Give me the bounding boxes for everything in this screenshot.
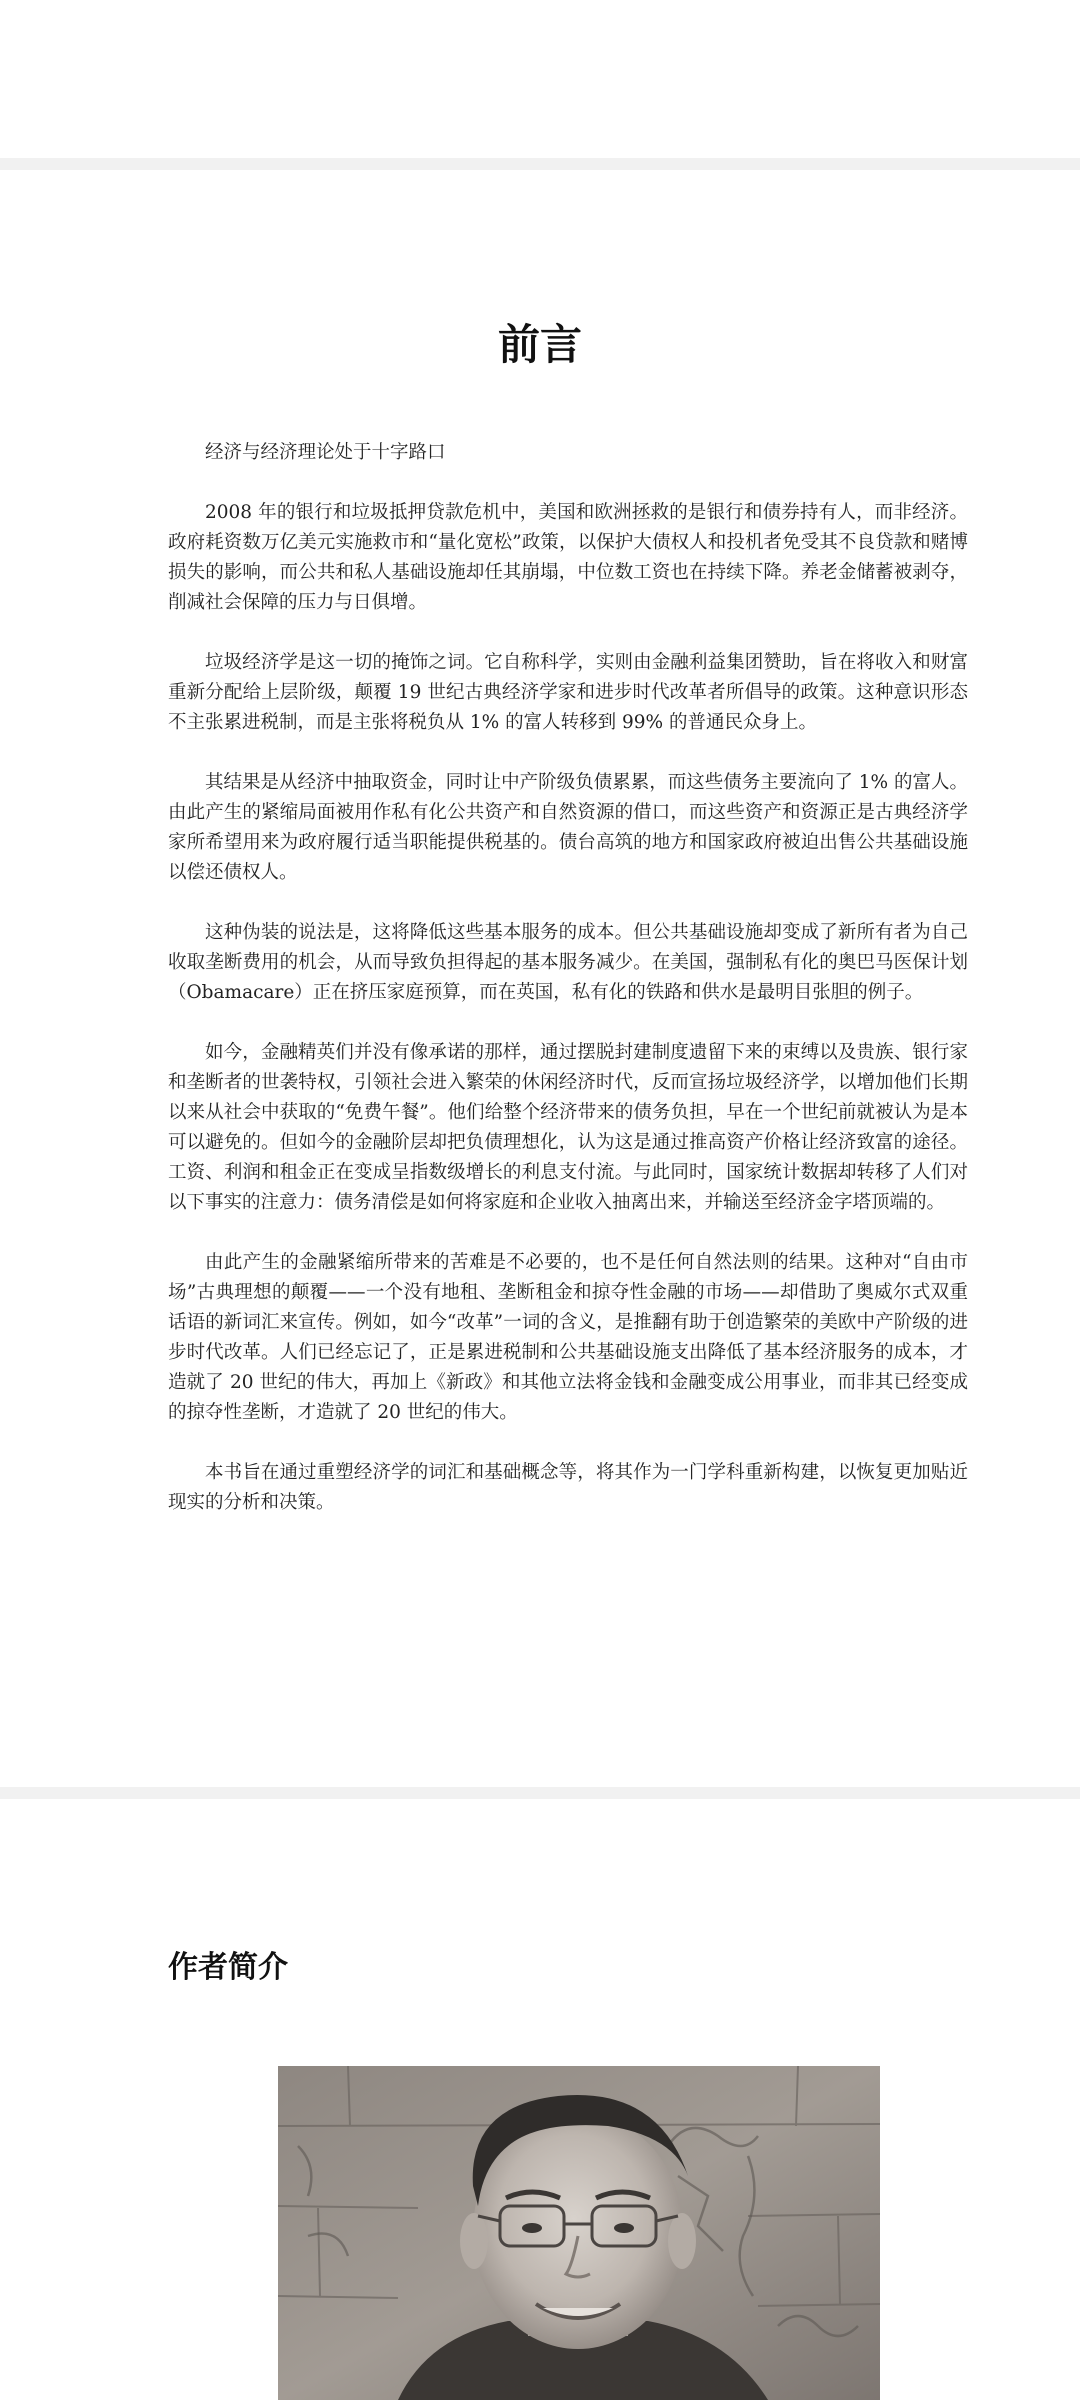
page-separator: [0, 158, 1080, 170]
preface-paragraph: 垃圾经济学是这一切的掩饰之词。它自称科学，实则由金融利益集团赞助，旨在将收入和财富重新分配给上层阶级，颠覆 19 世纪古典经济学家和进步时代改革者所倡导的政策。这种意识形态不主张累进税制，而是主张将税负从 1% 的富人转移到 99% 的普通民众身上。: [168, 652, 968, 733]
preface-paragraph: 这种伪装的说法是，这将降低这些基本服务的成本。但公共基础设施却变成了新所有者为自己收取垄断费用的机会，从而导致负担得起的基本服务减少。在美国，强制私有化的奥巴马医保计划（Obamacare）正在挤压家庭预算，而在英国，私有化的铁路和供水是最明目张胆的例子。: [168, 922, 968, 1003]
author-photo: [278, 2066, 880, 2400]
preface-body: [168, 438, 968, 1548]
page-separator: [0, 1787, 1080, 1799]
preface-paragraph: 由此产生的金融紧缩所带来的苦难是不必要的，也不是任何自然法则的结果。这种对“自由市场”古典理想的颠覆——一个没有地租、垄断租金和掠夺性金融的市场——却借助了奥威尔式双重话语的新词汇来宣传。例如，如今“改革”一词的含义，是推翻有助于创造繁荣的美欧中产阶级的进步时代改革。人们已经忘记了，正是累进税制和公共基础设施支出降低了基本经济服务的成本，才造就了 20 世纪的伟大，再加上《新政》和其他立法将金钱和金融变成公用事业，而非其已经变成的掠夺性垄断，才造就了 20 世纪的伟大。: [168, 1252, 968, 1423]
preface-paragraph: 经济与经济理论处于十字路口: [205, 442, 446, 463]
author-section-title: 作者简介: [168, 1950, 288, 1985]
preface-paragraph: 2008 年的银行和垃圾抵押贷款危机中，美国和欧洲拯救的是银行和债券持有人，而非经济。政府耗资数万亿美元实施救市和“量化宽松”政策，以保护大债权人和投机者免受其不良贷款和赌博损失的影响，而公共和私人基础设施却任其崩塌，中位数工资也在持续下降。养老金储蓄被剥夺，削减社会保障的压力与日俱增。: [168, 502, 968, 613]
preface-paragraph: 如今，金融精英们并没有像承诺的那样，通过摆脱封建制度遗留下来的束缚以及贵族、银行家和垄断者的世袭特权，引领社会进入繁荣的休闲经济时代，反而宣扬垃圾经济学，以增加他们长期以来从社会中获取的“免费午餐”。他们给整个经济带来的债务负担，早在一个世纪前就被认为是本可以避免的。但如今的金融阶层却把负债理想化，认为这是通过推高资产价格让经济致富的途径。工资、利润和租金正在变成呈指数级增长的利息支付流。与此同时，国家统计数据却转移了人们对以下事实的注意力：债务清偿是如何将家庭和企业收入抽离出来，并输送至经济金字塔顶端的。: [168, 1042, 968, 1213]
preface-paragraph: 其结果是从经济中抽取资金，同时让中产阶级负债累累，而这些债务主要流向了 1% 的富人。由此产生的紧缩局面被用作私有化公共资产和自然资源的借口，而这些资产和资源正是古典经济学家所希望用来为政府履行适当职能提供税基的。债台高筑的地方和国家政府被迫出售公共基础设施以偿还债权人。: [168, 772, 968, 883]
preface-paragraph: 本书旨在通过重塑经济学的词汇和基础概念等，将其作为一门学科重新构建，以恢复更加贴近现实的分析和决策。: [168, 1462, 968, 1513]
preface-title: 前言: [497, 320, 582, 369]
